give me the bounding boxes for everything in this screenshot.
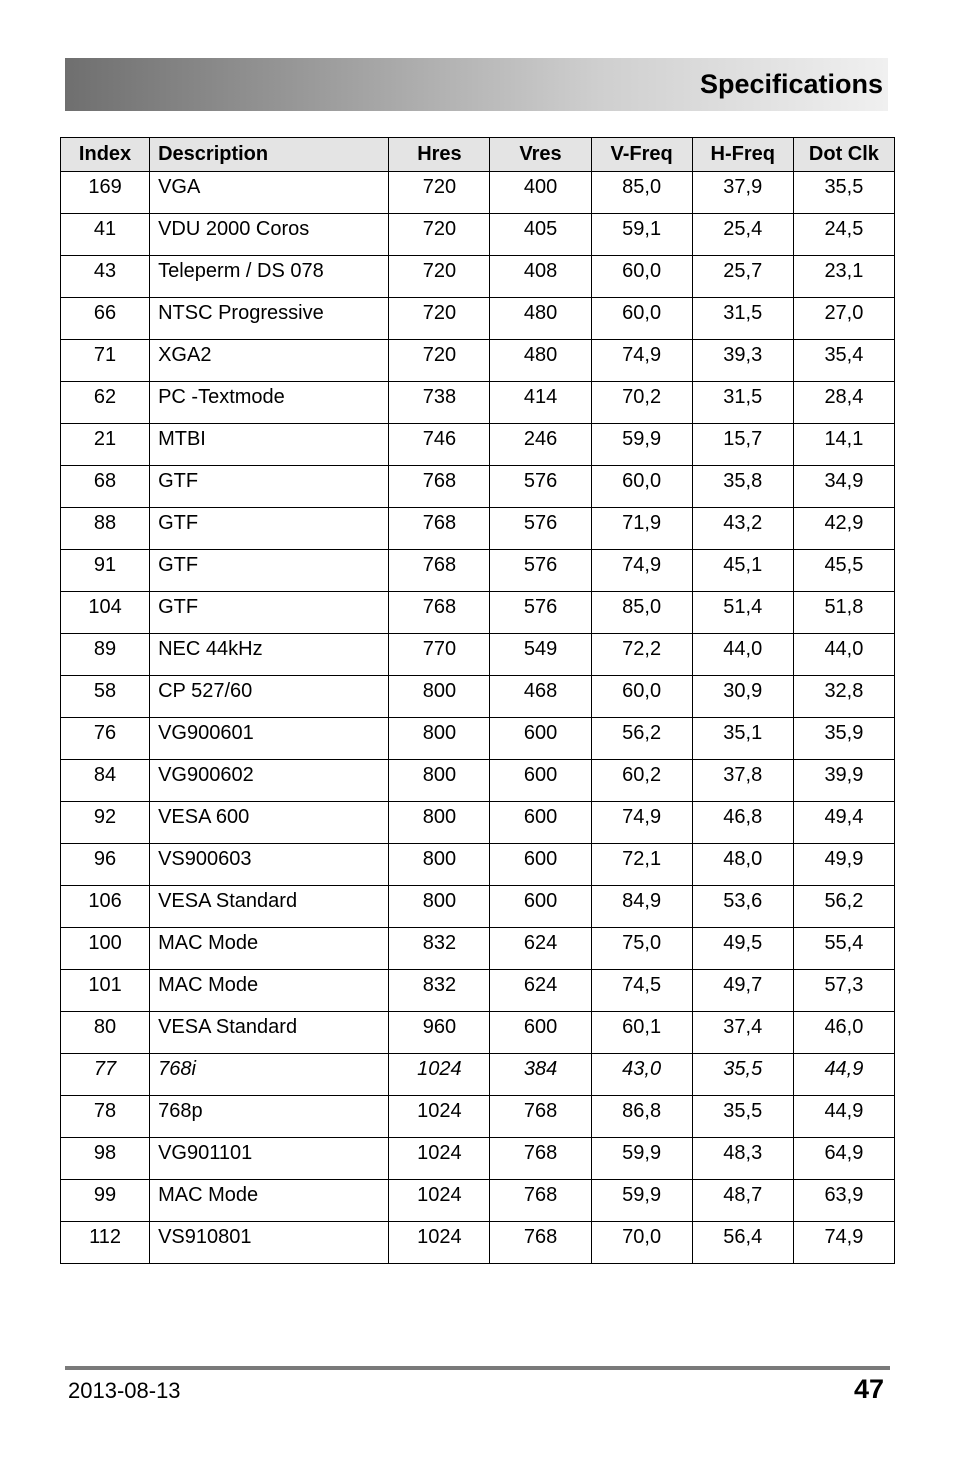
- cell-index: 43: [61, 256, 150, 298]
- cell-dotclk: 56,2: [793, 886, 894, 928]
- cell-hfreq: 51,4: [692, 592, 793, 634]
- cell-dotclk: 49,4: [793, 802, 894, 844]
- cell-dotclk: 49,9: [793, 844, 894, 886]
- cell-hres: 832: [389, 970, 490, 1012]
- cell-description: 768i: [150, 1054, 389, 1096]
- cell-description: GTF: [150, 550, 389, 592]
- table-row: [61, 1138, 895, 1180]
- cell-hres: 770: [389, 634, 490, 676]
- cell-dotclk: 39,9: [793, 760, 894, 802]
- cell-description: GTF: [150, 508, 389, 550]
- cell-vres: 600: [490, 1012, 591, 1054]
- cell-index: 100: [61, 928, 150, 970]
- cell-hfreq: 25,7: [692, 256, 793, 298]
- cell-vres: 624: [490, 970, 591, 1012]
- table-row: [61, 676, 895, 718]
- table-row: [61, 718, 895, 760]
- cell-index: 101: [61, 970, 150, 1012]
- cell-vres: 768: [490, 1096, 591, 1138]
- cell-vres: 624: [490, 928, 591, 970]
- cell-index: 92: [61, 802, 150, 844]
- cell-hres: 720: [389, 298, 490, 340]
- table-row: [61, 508, 895, 550]
- cell-vfreq: 74,5: [591, 970, 692, 1012]
- cell-hfreq: 35,5: [692, 1054, 793, 1096]
- column-header-vfreq: V-Freq: [591, 138, 692, 172]
- cell-hres: 800: [389, 844, 490, 886]
- cell-hfreq: 37,4: [692, 1012, 793, 1054]
- cell-hres: 800: [389, 886, 490, 928]
- video-mode-table: [60, 137, 895, 1264]
- column-header-hres: Hres: [389, 138, 490, 172]
- cell-vfreq: 60,0: [591, 298, 692, 340]
- cell-description: VS910801: [150, 1222, 389, 1264]
- cell-description: 768p: [150, 1096, 389, 1138]
- cell-vfreq: 59,9: [591, 424, 692, 466]
- table-row: [61, 928, 895, 970]
- cell-vres: 480: [490, 340, 591, 382]
- cell-dotclk: 74,9: [793, 1222, 894, 1264]
- table-row: [61, 844, 895, 886]
- cell-index: 169: [61, 172, 150, 214]
- cell-hfreq: 48,3: [692, 1138, 793, 1180]
- cell-hres: 1024: [389, 1180, 490, 1222]
- cell-dotclk: 44,0: [793, 634, 894, 676]
- footer-date: 2013-08-13: [68, 1378, 181, 1403]
- table-row: [61, 214, 895, 256]
- cell-vfreq: 59,1: [591, 214, 692, 256]
- cell-dotclk: 42,9: [793, 508, 894, 550]
- header-bar: [65, 58, 888, 111]
- cell-hfreq: 30,9: [692, 676, 793, 718]
- table-row: [61, 1180, 895, 1222]
- cell-vfreq: 75,0: [591, 928, 692, 970]
- cell-description: NEC 44kHz: [150, 634, 389, 676]
- cell-vfreq: 72,2: [591, 634, 692, 676]
- cell-vres: 414: [490, 382, 591, 424]
- cell-index: 89: [61, 634, 150, 676]
- cell-description: MAC Mode: [150, 928, 389, 970]
- cell-vres: 600: [490, 718, 591, 760]
- cell-hres: 738: [389, 382, 490, 424]
- cell-vfreq: 56,2: [591, 718, 692, 760]
- table-row: [61, 1054, 895, 1096]
- cell-vres: 246: [490, 424, 591, 466]
- table-row: [61, 634, 895, 676]
- cell-description: VESA Standard: [150, 886, 389, 928]
- cell-index: 62: [61, 382, 150, 424]
- cell-dotclk: 64,9: [793, 1138, 894, 1180]
- cell-vfreq: 74,9: [591, 802, 692, 844]
- column-header-hfreq: H-Freq: [692, 138, 793, 172]
- cell-hres: 800: [389, 760, 490, 802]
- cell-hfreq: 44,0: [692, 634, 793, 676]
- cell-vfreq: 70,0: [591, 1222, 692, 1264]
- page-number: 47: [853, 1374, 884, 1404]
- cell-description: VG900601: [150, 718, 389, 760]
- cell-vres: 480: [490, 298, 591, 340]
- cell-hfreq: 25,4: [692, 214, 793, 256]
- cell-vres: 600: [490, 760, 591, 802]
- cell-index: 41: [61, 214, 150, 256]
- cell-hfreq: 31,5: [692, 298, 793, 340]
- cell-dotclk: 44,9: [793, 1054, 894, 1096]
- cell-hres: 800: [389, 802, 490, 844]
- table-row: [61, 886, 895, 928]
- cell-index: 98: [61, 1138, 150, 1180]
- cell-hres: 768: [389, 592, 490, 634]
- cell-hfreq: 37,8: [692, 760, 793, 802]
- cell-description: VG900602: [150, 760, 389, 802]
- cell-index: 88: [61, 508, 150, 550]
- cell-description: PC -Textmode: [150, 382, 389, 424]
- cell-vfreq: 72,1: [591, 844, 692, 886]
- column-header-description: Description: [150, 138, 389, 172]
- cell-vres: 400: [490, 172, 591, 214]
- cell-index: 104: [61, 592, 150, 634]
- footer-divider: [65, 1366, 890, 1370]
- cell-description: VDU 2000 Coros: [150, 214, 389, 256]
- cell-index: 106: [61, 886, 150, 928]
- cell-index: 91: [61, 550, 150, 592]
- cell-dotclk: 55,4: [793, 928, 894, 970]
- cell-vfreq: 60,0: [591, 676, 692, 718]
- cell-hfreq: 48,7: [692, 1180, 793, 1222]
- cell-hres: 960: [389, 1012, 490, 1054]
- cell-description: VESA Standard: [150, 1012, 389, 1054]
- cell-vfreq: 86,8: [591, 1096, 692, 1138]
- table-row: [61, 592, 895, 634]
- column-header-vres: Vres: [490, 138, 591, 172]
- cell-hfreq: 48,0: [692, 844, 793, 886]
- table-row: [61, 760, 895, 802]
- cell-index: 84: [61, 760, 150, 802]
- cell-description: CP 527/60: [150, 676, 389, 718]
- cell-hfreq: 35,8: [692, 466, 793, 508]
- column-header-index: Index: [61, 138, 150, 172]
- cell-vfreq: 60,1: [591, 1012, 692, 1054]
- page-title: Specifications: [699, 69, 883, 99]
- cell-dotclk: 44,9: [793, 1096, 894, 1138]
- cell-hfreq: 31,5: [692, 382, 793, 424]
- cell-hres: 1024: [389, 1138, 490, 1180]
- cell-description: VESA 600: [150, 802, 389, 844]
- cell-dotclk: 27,0: [793, 298, 894, 340]
- cell-description: Teleperm / DS 078: [150, 256, 389, 298]
- cell-vfreq: 59,9: [591, 1138, 692, 1180]
- cell-hres: 720: [389, 340, 490, 382]
- cell-hres: 768: [389, 466, 490, 508]
- cell-hres: 768: [389, 550, 490, 592]
- cell-index: 96: [61, 844, 150, 886]
- table-row: [61, 802, 895, 844]
- cell-hres: 1024: [389, 1222, 490, 1264]
- cell-dotclk: 35,5: [793, 172, 894, 214]
- table-row: [61, 970, 895, 1012]
- cell-vres: 576: [490, 592, 591, 634]
- cell-description: VG901101: [150, 1138, 389, 1180]
- cell-description: VS900603: [150, 844, 389, 886]
- cell-dotclk: 57,3: [793, 970, 894, 1012]
- cell-description: NTSC Progressive: [150, 298, 389, 340]
- table-row: [61, 298, 895, 340]
- cell-vres: 405: [490, 214, 591, 256]
- cell-hres: 832: [389, 928, 490, 970]
- cell-vres: 600: [490, 886, 591, 928]
- table-row: [61, 466, 895, 508]
- cell-dotclk: 46,0: [793, 1012, 894, 1054]
- cell-dotclk: 14,1: [793, 424, 894, 466]
- cell-description: VGA: [150, 172, 389, 214]
- cell-vfreq: 85,0: [591, 592, 692, 634]
- cell-description: MAC Mode: [150, 970, 389, 1012]
- cell-description: MAC Mode: [150, 1180, 389, 1222]
- cell-index: 77: [61, 1054, 150, 1096]
- cell-hfreq: 49,7: [692, 970, 793, 1012]
- cell-vres: 576: [490, 550, 591, 592]
- cell-dotclk: 35,9: [793, 718, 894, 760]
- cell-dotclk: 28,4: [793, 382, 894, 424]
- cell-hres: 1024: [389, 1054, 490, 1096]
- cell-index: 76: [61, 718, 150, 760]
- cell-hfreq: 35,1: [692, 718, 793, 760]
- cell-description: XGA2: [150, 340, 389, 382]
- cell-vres: 408: [490, 256, 591, 298]
- cell-vres: 576: [490, 508, 591, 550]
- cell-index: 99: [61, 1180, 150, 1222]
- cell-vres: 600: [490, 844, 591, 886]
- table-body: [61, 172, 895, 1264]
- cell-hfreq: 39,3: [692, 340, 793, 382]
- cell-hfreq: 46,8: [692, 802, 793, 844]
- cell-index: 58: [61, 676, 150, 718]
- cell-vres: 576: [490, 466, 591, 508]
- table-header-row: [61, 138, 895, 172]
- table-row: [61, 256, 895, 298]
- cell-vres: 600: [490, 802, 591, 844]
- table-row: [61, 382, 895, 424]
- cell-vfreq: 84,9: [591, 886, 692, 928]
- cell-dotclk: 63,9: [793, 1180, 894, 1222]
- cell-hfreq: 43,2: [692, 508, 793, 550]
- cell-vres: 768: [490, 1222, 591, 1264]
- cell-hres: 768: [389, 508, 490, 550]
- cell-dotclk: 45,5: [793, 550, 894, 592]
- cell-hfreq: 49,5: [692, 928, 793, 970]
- cell-vfreq: 60,0: [591, 256, 692, 298]
- cell-index: 112: [61, 1222, 150, 1264]
- cell-hres: 720: [389, 172, 490, 214]
- cell-dotclk: 32,8: [793, 676, 894, 718]
- table-row: [61, 340, 895, 382]
- table-row: [61, 1096, 895, 1138]
- cell-hfreq: 56,4: [692, 1222, 793, 1264]
- cell-vfreq: 70,2: [591, 382, 692, 424]
- cell-index: 66: [61, 298, 150, 340]
- table-row: [61, 1222, 895, 1264]
- cell-hres: 1024: [389, 1096, 490, 1138]
- cell-hres: 800: [389, 676, 490, 718]
- cell-vfreq: 74,9: [591, 550, 692, 592]
- cell-vfreq: 85,0: [591, 172, 692, 214]
- cell-vfreq: 60,2: [591, 760, 692, 802]
- cell-dotclk: 23,1: [793, 256, 894, 298]
- cell-index: 21: [61, 424, 150, 466]
- cell-index: 80: [61, 1012, 150, 1054]
- cell-index: 71: [61, 340, 150, 382]
- cell-hres: 800: [389, 718, 490, 760]
- cell-hfreq: 53,6: [692, 886, 793, 928]
- cell-dotclk: 35,4: [793, 340, 894, 382]
- cell-description: GTF: [150, 466, 389, 508]
- table-row: [61, 424, 895, 466]
- cell-vres: 768: [490, 1138, 591, 1180]
- cell-vfreq: 60,0: [591, 466, 692, 508]
- cell-vres: 468: [490, 676, 591, 718]
- cell-vfreq: 43,0: [591, 1054, 692, 1096]
- cell-index: 68: [61, 466, 150, 508]
- cell-vfreq: 74,9: [591, 340, 692, 382]
- cell-dotclk: 34,9: [793, 466, 894, 508]
- cell-hfreq: 15,7: [692, 424, 793, 466]
- table-row: [61, 172, 895, 214]
- cell-vfreq: 71,9: [591, 508, 692, 550]
- cell-index: 78: [61, 1096, 150, 1138]
- cell-hfreq: 45,1: [692, 550, 793, 592]
- cell-vres: 549: [490, 634, 591, 676]
- table-row: [61, 550, 895, 592]
- cell-hfreq: 37,9: [692, 172, 793, 214]
- column-header-dotclk: Dot Clk: [793, 138, 894, 172]
- cell-hres: 720: [389, 214, 490, 256]
- table-row: [61, 1012, 895, 1054]
- cell-vfreq: 59,9: [591, 1180, 692, 1222]
- cell-vres: 768: [490, 1180, 591, 1222]
- cell-description: MTBI: [150, 424, 389, 466]
- cell-dotclk: 24,5: [793, 214, 894, 256]
- cell-hres: 746: [389, 424, 490, 466]
- cell-hfreq: 35,5: [692, 1096, 793, 1138]
- cell-dotclk: 51,8: [793, 592, 894, 634]
- cell-hres: 720: [389, 256, 490, 298]
- cell-description: GTF: [150, 592, 389, 634]
- cell-vres: 384: [490, 1054, 591, 1096]
